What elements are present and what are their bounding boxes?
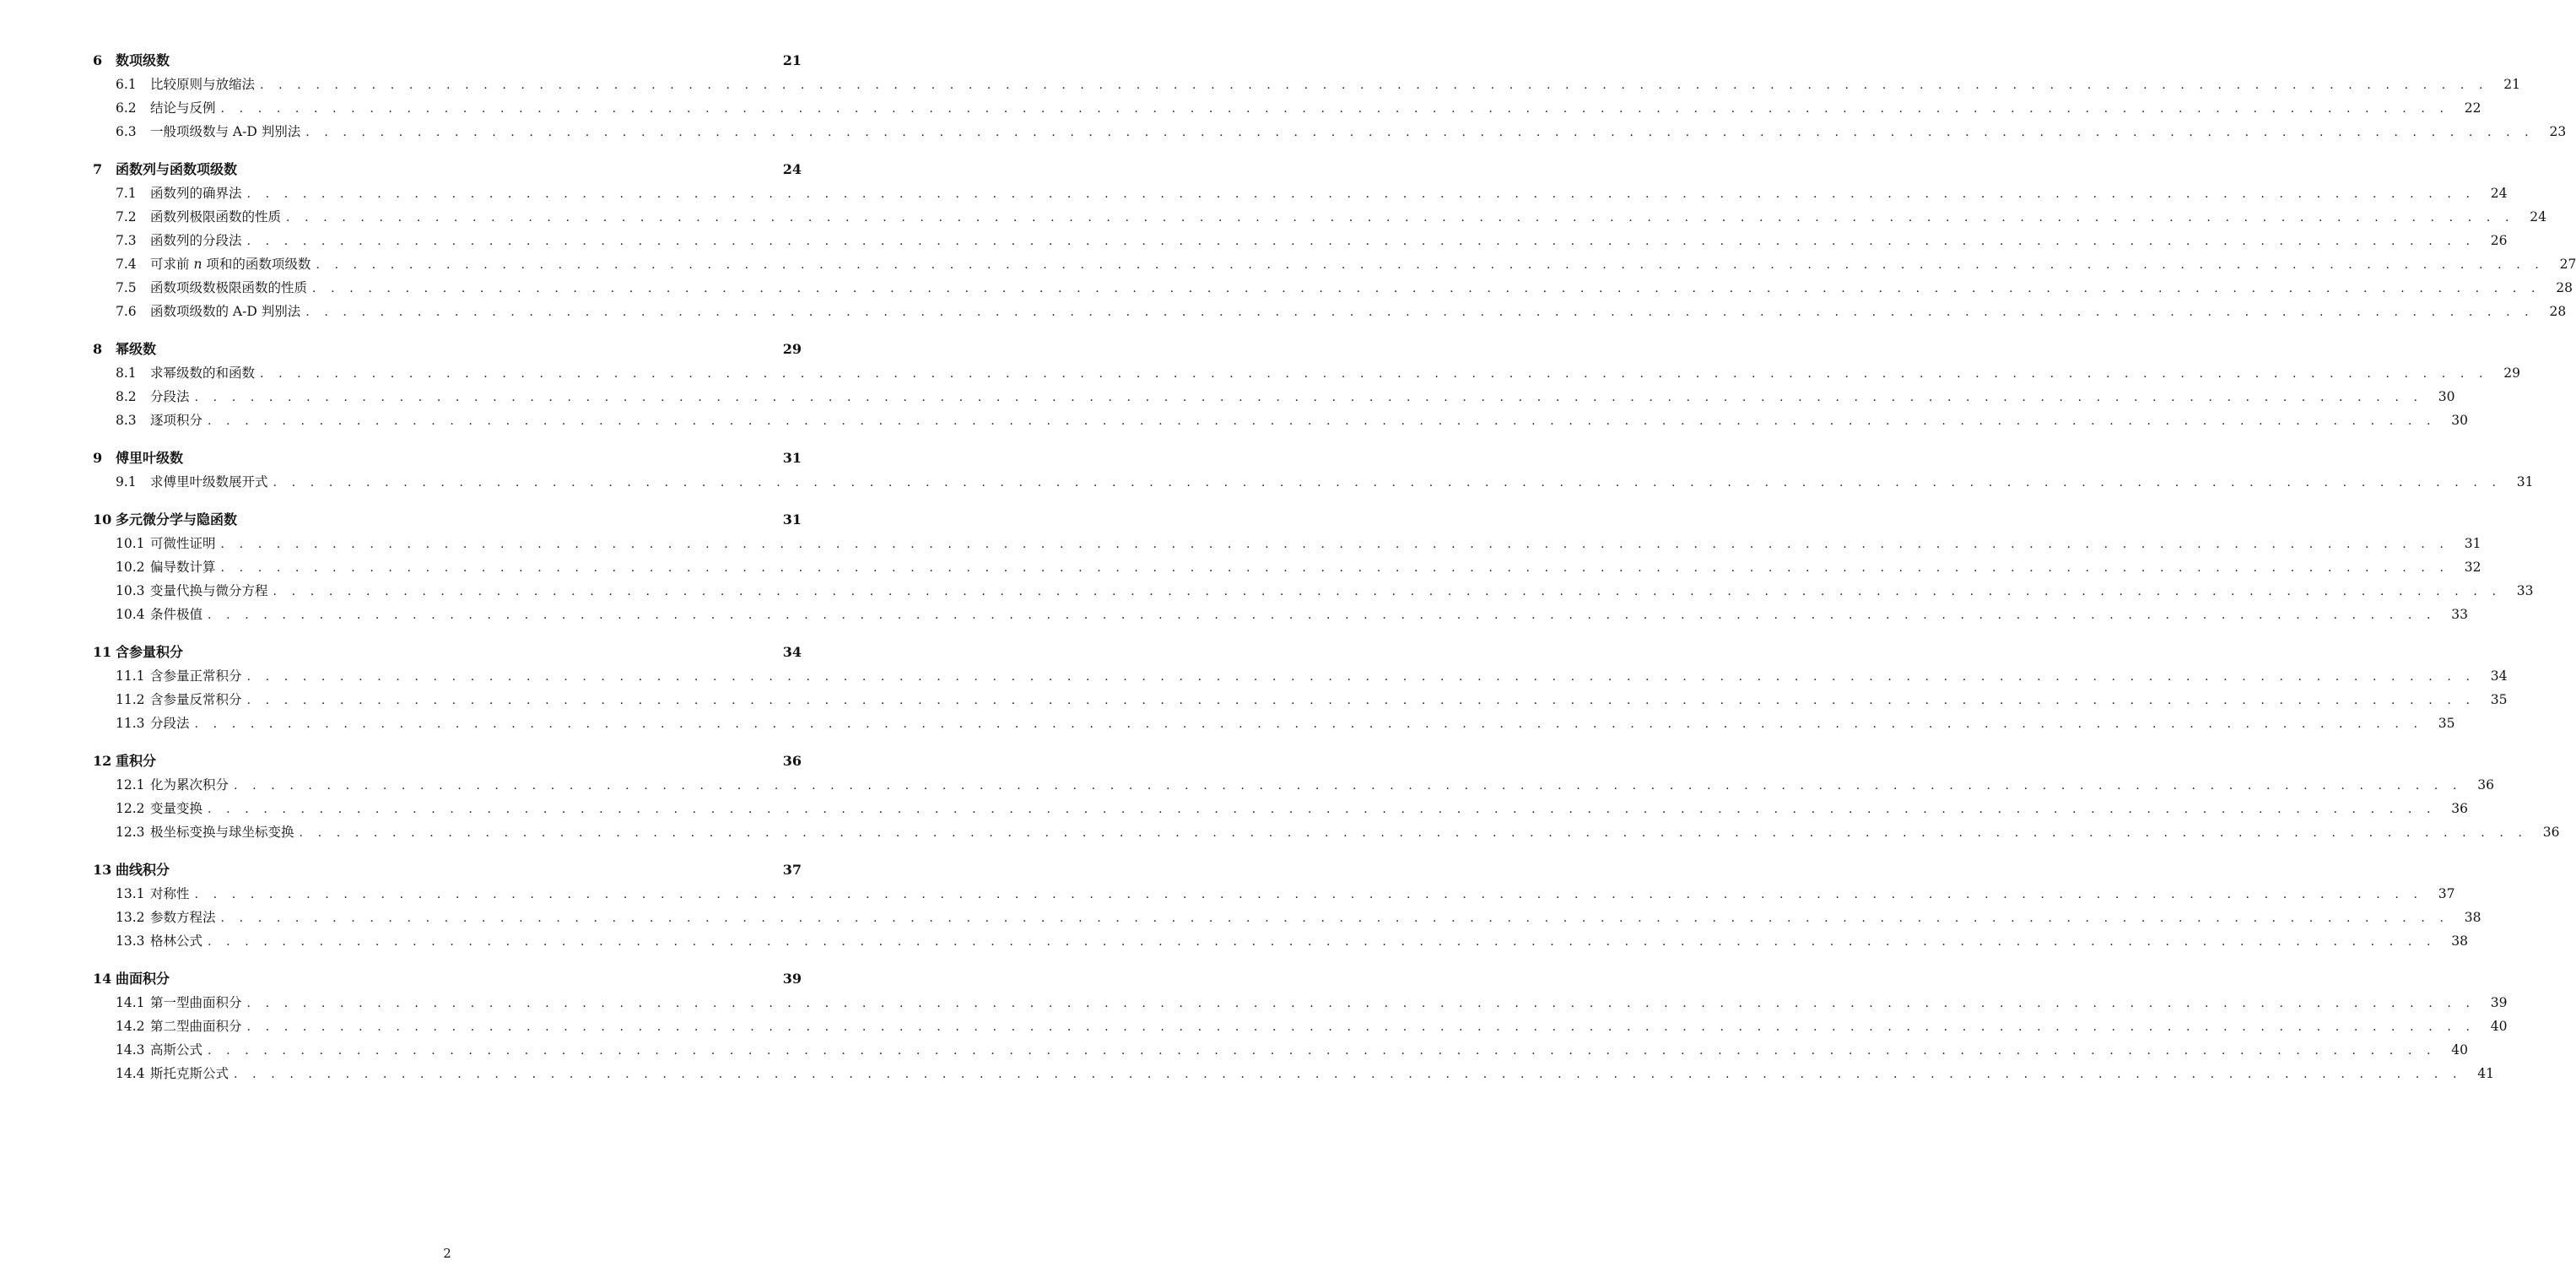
dot-leader: . . . . . . . . . . . . . . . . . . . . . . . . . . . . . . . . . . . . . . . . . . . . . . . . . . . . . . . . . . . . . . . . . . . . . . . . . . . . . . . . . . . . . . . . . . . . . . . . . . . . . . . . . . . . . . . . . . . . . . . .	[305, 306, 2535, 319]
section-page-number: 37	[782, 862, 802, 878]
entry-page-number: 40	[2490, 1019, 2508, 1034]
entry-title: 可微性证明	[150, 536, 216, 551]
toc-section-heading[interactable]	[93, 446, 802, 470]
entry-number: 8.1	[116, 365, 137, 381]
entry-number: 6.3	[116, 124, 137, 139]
toc-section	[93, 641, 2508, 735]
dot-leader: . . . . . . . . . . . . . . . . . . . . . . . . . . . . . . . . . . . . . . . . . . . . . . . . . . . . . . . . . . . . . . . . . . . . . . . . . . . . . . . . . . . . . . . . . . . . . . . . . . . . . . . . . . . . . . . . . . . . . . . .	[260, 367, 2489, 381]
section-title: 傅里叶级数	[116, 450, 184, 466]
entry-number: 12.3	[116, 825, 145, 840]
toc-entry[interactable]	[93, 1014, 2508, 1038]
toc-section	[93, 967, 2508, 1085]
toc-section-heading[interactable]	[93, 508, 802, 532]
entry-number: 6.1	[116, 77, 137, 92]
entry-title: 高斯公式	[150, 1042, 203, 1058]
dot-leader: . . . . . . . . . . . . . . . . . . . . . . . . . . . . . . . . . . . . . . . . . . . . . . . . . . . . . . . . . . . . . . . . . . . . . . . . . . . . . . . . . . . . . . . . . . . . . . . . . . . . . . . . . . . . . . . . . . . . . . . .	[246, 1020, 2476, 1034]
entry-number: 8.2	[116, 389, 137, 404]
toc-entry[interactable]	[93, 1062, 2495, 1085]
entry-title: 一般项级数与 A-D 判别法	[150, 124, 301, 139]
entry-page-number: 30	[2451, 413, 2469, 428]
entry-title: 函数列极限函数的性质	[150, 209, 282, 225]
toc-entry[interactable]	[93, 773, 2495, 797]
entry-page-number: 32	[2464, 560, 2481, 575]
toc-section-heading[interactable]	[93, 641, 802, 664]
section-number: 12	[93, 753, 112, 769]
dot-leader: . . . . . . . . . . . . . . . . . . . . . . . . . . . . . . . . . . . . . . . . . . . . . . . . . . . . . . . . . . . . . . . . . . . . . . . . . . . . . . . . . . . . . . . . . . . . . . . . . . . . . . . . . . . . . . . . . . . . . . . .	[316, 258, 2545, 272]
entry-page-number: 35	[2490, 692, 2508, 707]
dot-leader: . . . . . . . . . . . . . . . . . . . . . . . . . . . . . . . . . . . . . . . . . . . . . . . . . . . . . . . . . . . . . . . . . . . . . . . . . . . . . . . . . . . . . . . . . . . . . . . . . . . . . . . . . . . . . . . . . . . . . . . .	[260, 78, 2489, 92]
section-title: 曲线积分	[116, 862, 170, 878]
entry-title: 参数方程法	[150, 910, 216, 925]
dot-leader: . . . . . . . . . . . . . . . . . . . . . . . . . . . . . . . . . . . . . . . . . . . . . . . . . . . . . . . . . . . . . . . . . . . . . . . . . . . . . . . . . . . . . . . . . . . . . . . . . . . . . . . . . . . . . . . . . . . . . . . .	[208, 803, 2437, 816]
entry-page-number: 38	[2451, 933, 2469, 949]
toc-entry[interactable]	[93, 96, 2481, 120]
section-number: 11	[93, 644, 112, 660]
toc-section-heading[interactable]	[93, 967, 802, 991]
entry-page-number: 37	[2438, 886, 2455, 901]
dot-leader: . . . . . . . . . . . . . . . . . . . . . . . . . . . . . . . . . . . . . . . . . . . . . . . . . . . . . . . . . . . . . . . . . . . . . . . . . . . . . . . . . . . . . . . . . . . . . . . . . . . . . . . . . . . . . . . . . . . . . . . .	[194, 391, 2423, 404]
dot-leader: . . . . . . . . . . . . . . . . . . . . . . . . . . . . . . . . . . . . . . . . . . . . . . . . . . . . . . . . . . . . . . . . . . . . . . . . . . . . . . . . . . . . . . . . . . . . . . . . . . . . . . . . . . . . . . . . . . . . . . . .	[234, 779, 2463, 793]
entry-title: 化为累次积分	[150, 777, 230, 793]
entry-page-number: 39	[2490, 995, 2508, 1010]
toc-entry[interactable]	[93, 385, 2455, 408]
entry-number: 14.3	[116, 1042, 145, 1058]
entry-page-number: 28	[2556, 280, 2573, 295]
dot-leader: . . . . . . . . . . . . . . . . . . . . . . . . . . . . . . . . . . . . . . . . . . . . . . . . . . . . . . . . . . . . . . . . . . . . . . . . . . . . . . . . . . . . . . . . . . . . . . . . . . . . . . . . . . . . . . . . . . . . . . . .	[220, 561, 2449, 575]
entry-number: 11.2	[116, 692, 145, 707]
entry-page-number: 30	[2438, 389, 2455, 404]
dot-leader: . . . . . . . . . . . . . . . . . . . . . . . . . . . . . . . . . . . . . . . . . . . . . . . . . . . . . . . . . . . . . . . . . . . . . . . . . . . . . . . . . . . . . . . . . . . . . . . . . . . . . . . . . . . . . . . . . . . . . . . .	[208, 609, 2437, 622]
entry-number: 9.1	[116, 474, 137, 490]
toc-entry[interactable]	[93, 603, 2469, 626]
entry-page-number: 21	[2503, 77, 2521, 92]
entry-page-number: 24	[2530, 209, 2547, 225]
section-title: 幂级数	[116, 341, 157, 357]
section-page-number: 34	[782, 644, 802, 660]
toc-section	[93, 446, 2534, 494]
entry-title: 求幂级数的和函数	[150, 365, 256, 381]
toc-entry[interactable]	[93, 300, 2567, 323]
entry-title: 含参量正常积分	[150, 668, 242, 684]
toc-entry[interactable]	[93, 1038, 2469, 1062]
section-page-number: 24	[782, 161, 802, 177]
entry-page-number: 31	[2516, 474, 2534, 490]
toc-section	[93, 158, 2576, 323]
dot-leader: . . . . . . . . . . . . . . . . . . . . . . . . . . . . . . . . . . . . . . . . . . . . . . . . . . . . . . . . . . . . . . . . . . . . . . . . . . . . . . . . . . . . . . . . . . . . . . . . . . . . . . . . . . . . . . . . . . . . . . . .	[208, 1044, 2437, 1058]
toc-entry[interactable]	[93, 361, 2521, 385]
dot-leader: . . . . . . . . . . . . . . . . . . . . . . . . . . . . . . . . . . . . . . . . . . . . . . . . . . . . . . . . . . . . . . . . . . . . . . . . . . . . . . . . . . . . . . . . . . . . . . . . . . . . . . . . . . . . . . . . . . . . . . . .	[220, 102, 2449, 116]
entry-page-number: 24	[2490, 186, 2508, 201]
section-number: 14	[93, 971, 112, 987]
section-number: 6	[93, 52, 103, 68]
entry-page-number: 34	[2490, 668, 2508, 684]
entry-title: 分段法	[150, 716, 190, 731]
dot-leader: . . . . . . . . . . . . . . . . . . . . . . . . . . . . . . . . . . . . . . . . . . . . . . . . . . . . . . . . . . . . . . . . . . . . . . . . . . . . . . . . . . . . . . . . . . . . . . . . . . . . . . . . . . . . . . . . . . . . . . . .	[234, 1068, 2463, 1081]
entry-page-number: 33	[2516, 583, 2534, 598]
toc-section-heading[interactable]	[93, 749, 802, 773]
page-number: 2	[443, 1246, 451, 1261]
entry-title: 条件极值	[150, 607, 203, 622]
toc-entry[interactable]	[93, 797, 2469, 820]
section-title: 含参量积分	[116, 644, 184, 660]
toc-entry[interactable]	[93, 181, 2508, 205]
entry-title: 变量变换	[150, 801, 203, 816]
entry-number: 12.1	[116, 777, 145, 793]
toc-entry[interactable]	[93, 929, 2469, 953]
toc-section-heading[interactable]	[93, 158, 802, 181]
dot-leader: . . . . . . . . . . . . . . . . . . . . . . . . . . . . . . . . . . . . . . . . . . . . . . . . . . . . . . . . . . . . . . . . . . . . . . . . . . . . . . . . . . . . . . . . . . . . . . . . . . . . . . . . . . . . . . . . . . . . . . . .	[220, 538, 2449, 551]
toc-entry[interactable]	[93, 688, 2508, 711]
entry-title: 对称性	[150, 886, 190, 901]
entry-title: 第二型曲面积分	[150, 1019, 242, 1034]
section-title: 重积分	[116, 753, 157, 769]
entry-number: 14.2	[116, 1019, 145, 1034]
entry-number: 7.1	[116, 186, 137, 201]
entry-number: 8.3	[116, 413, 137, 428]
toc-section	[93, 858, 2481, 953]
dot-leader: . . . . . . . . . . . . . . . . . . . . . . . . . . . . . . . . . . . . . . . . . . . . . . . . . . . . . . . . . . . . . . . . . . . . . . . . . . . . . . . . . . . . . . . . . . . . . . . . . . . . . . . . . . . . . . . . . . . . . . . .	[312, 282, 2541, 295]
entry-number: 14.4	[116, 1066, 145, 1081]
entry-title: 含参量反常积分	[150, 692, 242, 707]
dot-leader: . . . . . . . . . . . . . . . . . . . . . . . . . . . . . . . . . . . . . . . . . . . . . . . . . . . . . . . . . . . . . . . . . . . . . . . . . . . . . . . . . . . . . . . . . . . . . . . . . . . . . . . . . . . . . . . . . . . . . . . .	[194, 717, 2423, 731]
entry-title: 变量代换与微分方程	[150, 583, 268, 598]
section-title: 函数列与函数项级数	[116, 161, 238, 177]
entry-number: 10.2	[116, 560, 145, 575]
section-number: 10	[93, 511, 112, 528]
entry-page-number: 28	[2549, 304, 2567, 319]
entry-number: 10.3	[116, 583, 145, 598]
entry-title: 斯托克斯公式	[150, 1066, 230, 1081]
section-number: 7	[93, 161, 103, 177]
toc-entry[interactable]	[93, 532, 2481, 555]
toc-section-heading[interactable]	[93, 338, 802, 361]
dot-leader: . . . . . . . . . . . . . . . . . . . . . . . . . . . . . . . . . . . . . . . . . . . . . . . . . . . . . . . . . . . . . . . . . . . . . . . . . . . . . . . . . . . . . . . . . . . . . . . . . . . . . . . . . . . . . . . . . . . . . . . .	[208, 935, 2437, 949]
entry-number: 13.2	[116, 910, 145, 925]
toc-section-heading[interactable]	[93, 49, 802, 73]
section-title: 曲面积分	[116, 971, 170, 987]
entry-page-number: 33	[2451, 607, 2469, 622]
dot-leader: . . . . . . . . . . . . . . . . . . . . . . . . . . . . . . . . . . . . . . . . . . . . . . . . . . . . . . . . . . . . . . . . . . . . . . . . . . . . . . . . . . . . . . . . . . . . . . . . . . . . . . . . . . . . . . . . . . . . . . . .	[246, 670, 2476, 684]
entry-title: 极坐标变换与球坐标变换	[150, 825, 294, 840]
dot-leader: . . . . . . . . . . . . . . . . . . . . . . . . . . . . . . . . . . . . . . . . . . . . . . . . . . . . . . . . . . . . . . . . . . . . . . . . . . . . . . . . . . . . . . . . . . . . . . . . . . . . . . . . . . . . . . . . . . . . . . . .	[305, 126, 2535, 139]
section-number: 8	[93, 341, 103, 357]
entry-page-number: 26	[2490, 233, 2508, 248]
section-title: 数项级数	[116, 52, 170, 68]
entry-number: 7.4	[116, 257, 137, 272]
toc-section	[93, 508, 2534, 626]
entry-number: 10.4	[116, 607, 145, 622]
entry-page-number: 35	[2438, 716, 2455, 731]
dot-leader: . . . . . . . . . . . . . . . . . . . . . . . . . . . . . . . . . . . . . . . . . . . . . . . . . . . . . . . . . . . . . . . . . . . . . . . . . . . . . . . . . . . . . . . . . . . . . . . . . . . . . . . . . . . . . . . . . . . . . . . .	[273, 585, 2502, 598]
entry-number: 7.6	[116, 304, 137, 319]
entry-number: 7.2	[116, 209, 137, 225]
entry-page-number: 27	[2559, 257, 2576, 272]
entry-number: 13.3	[116, 933, 145, 949]
entry-page-number: 29	[2503, 365, 2521, 381]
toc-entry[interactable]	[93, 276, 2573, 300]
toc-entry[interactable]	[93, 252, 2576, 276]
entry-number: 13.1	[116, 886, 145, 901]
entry-number: 10.1	[116, 536, 145, 551]
toc-entry[interactable]	[93, 555, 2481, 579]
section-number: 13	[93, 862, 112, 878]
section-page-number: 31	[782, 511, 802, 528]
dot-leader: . . . . . . . . . . . . . . . . . . . . . . . . . . . . . . . . . . . . . . . . . . . . . . . . . . . . . . . . . . . . . . . . . . . . . . . . . . . . . . . . . . . . . . . . . . . . . . . . . . . . . . . . . . . . . . . . . . . . . . . .	[246, 694, 2476, 707]
dot-leader: . . . . . . . . . . . . . . . . . . . . . . . . . . . . . . . . . . . . . . . . . . . . . . . . . . . . . . . . . . . . . . . . . . . . . . . . . . . . . . . . . . . . . . . . . . . . . . . . . . . . . . . . . . . . . . . . . . . . . . . .	[194, 888, 2423, 901]
toc-entry[interactable]	[93, 579, 2534, 603]
entry-title: 函数项级数的 A-D 判别法	[150, 304, 301, 319]
entry-page-number: 36	[2542, 825, 2560, 840]
toc-entry[interactable]	[93, 229, 2508, 252]
toc-entry[interactable]	[93, 664, 2508, 688]
toc-entry[interactable]	[93, 120, 2567, 143]
toc-section	[93, 49, 2567, 143]
entry-title: 可求前 n 项和的函数项级数	[150, 257, 311, 272]
entry-number: 7.5	[116, 280, 137, 295]
entry-title: 函数项级数极限函数的性质	[150, 280, 308, 295]
table-of-contents	[93, 49, 2576, 1100]
toc-entry[interactable]	[93, 470, 2534, 494]
entry-number: 12.2	[116, 801, 145, 816]
toc-entry[interactable]	[93, 408, 2469, 432]
toc-entry[interactable]	[93, 882, 2455, 906]
entry-title: 分段法	[150, 389, 190, 404]
section-page-number: 36	[782, 753, 802, 769]
dot-leader: . . . . . . . . . . . . . . . . . . . . . . . . . . . . . . . . . . . . . . . . . . . . . . . . . . . . . . . . . . . . . . . . . . . . . . . . . . . . . . . . . . . . . . . . . . . . . . . . . . . . . . . . . . . . . . . . . . . . . . . .	[273, 476, 2502, 490]
dot-leader: . . . . . . . . . . . . . . . . . . . . . . . . . . . . . . . . . . . . . . . . . . . . . . . . . . . . . . . . . . . . . . . . . . . . . . . . . . . . . . . . . . . . . . . . . . . . . . . . . . . . . . . . . . . . . . . . . . . . . . . .	[286, 211, 2515, 225]
section-page-number: 21	[782, 52, 802, 68]
entry-title: 偏导数计算	[150, 560, 216, 575]
entry-title: 求傅里叶级数展开式	[150, 474, 268, 490]
entry-number: 11.3	[116, 716, 145, 731]
entry-page-number: 36	[2477, 777, 2495, 793]
entry-number: 7.3	[116, 233, 137, 248]
toc-entry[interactable]	[93, 906, 2481, 929]
entry-page-number: 41	[2477, 1066, 2495, 1081]
toc-entry[interactable]	[93, 73, 2521, 96]
toc-entry[interactable]	[93, 711, 2455, 735]
entry-title: 比较原则与放缩法	[150, 77, 256, 92]
entry-title: 结论与反例	[150, 100, 216, 116]
entry-number: 14.1	[116, 995, 145, 1010]
section-number: 9	[93, 450, 103, 466]
entry-number: 11.1	[116, 668, 145, 684]
section-page-number: 29	[782, 341, 802, 357]
dot-leader: . . . . . . . . . . . . . . . . . . . . . . . . . . . . . . . . . . . . . . . . . . . . . . . . . . . . . . . . . . . . . . . . . . . . . . . . . . . . . . . . . . . . . . . . . . . . . . . . . . . . . . . . . . . . . . . . . . . . . . . .	[299, 826, 2528, 840]
toc-section	[93, 749, 2560, 844]
entry-page-number: 23	[2549, 124, 2567, 139]
entry-page-number: 36	[2451, 801, 2469, 816]
toc-entry[interactable]	[93, 205, 2547, 229]
toc-entry[interactable]	[93, 820, 2560, 844]
entry-page-number: 38	[2464, 910, 2481, 925]
entry-title: 第一型曲面积分	[150, 995, 242, 1010]
dot-leader: . . . . . . . . . . . . . . . . . . . . . . . . . . . . . . . . . . . . . . . . . . . . . . . . . . . . . . . . . . . . . . . . . . . . . . . . . . . . . . . . . . . . . . . . . . . . . . . . . . . . . . . . . . . . . . . . . . . . . . . .	[246, 187, 2476, 201]
toc-entry[interactable]	[93, 991, 2508, 1014]
dot-leader: . . . . . . . . . . . . . . . . . . . . . . . . . . . . . . . . . . . . . . . . . . . . . . . . . . . . . . . . . . . . . . . . . . . . . . . . . . . . . . . . . . . . . . . . . . . . . . . . . . . . . . . . . . . . . . . . . . . . . . . .	[246, 997, 2476, 1010]
section-page-number: 31	[782, 450, 802, 466]
entry-number: 6.2	[116, 100, 137, 116]
entry-page-number: 31	[2464, 536, 2481, 551]
entry-title: 函数列的分段法	[150, 233, 242, 248]
entry-title: 函数列的确界法	[150, 186, 242, 201]
dot-leader: . . . . . . . . . . . . . . . . . . . . . . . . . . . . . . . . . . . . . . . . . . . . . . . . . . . . . . . . . . . . . . . . . . . . . . . . . . . . . . . . . . . . . . . . . . . . . . . . . . . . . . . . . . . . . . . . . . . . . . . .	[208, 414, 2437, 428]
entry-page-number: 22	[2464, 100, 2481, 116]
section-page-number: 39	[782, 971, 802, 987]
entry-title: 格林公式	[150, 933, 203, 949]
toc-section-heading[interactable]	[93, 858, 802, 882]
entry-page-number: 40	[2451, 1042, 2469, 1058]
section-title: 多元微分学与隐函数	[116, 511, 238, 528]
entry-title: 逐项积分	[150, 413, 203, 428]
dot-leader: . . . . . . . . . . . . . . . . . . . . . . . . . . . . . . . . . . . . . . . . . . . . . . . . . . . . . . . . . . . . . . . . . . . . . . . . . . . . . . . . . . . . . . . . . . . . . . . . . . . . . . . . . . . . . . . . . . . . . . . .	[220, 912, 2449, 925]
dot-leader: . . . . . . . . . . . . . . . . . . . . . . . . . . . . . . . . . . . . . . . . . . . . . . . . . . . . . . . . . . . . . . . . . . . . . . . . . . . . . . . . . . . . . . . . . . . . . . . . . . . . . . . . . . . . . . . . . . . . . . . .	[246, 235, 2476, 248]
toc-section	[93, 338, 2521, 432]
